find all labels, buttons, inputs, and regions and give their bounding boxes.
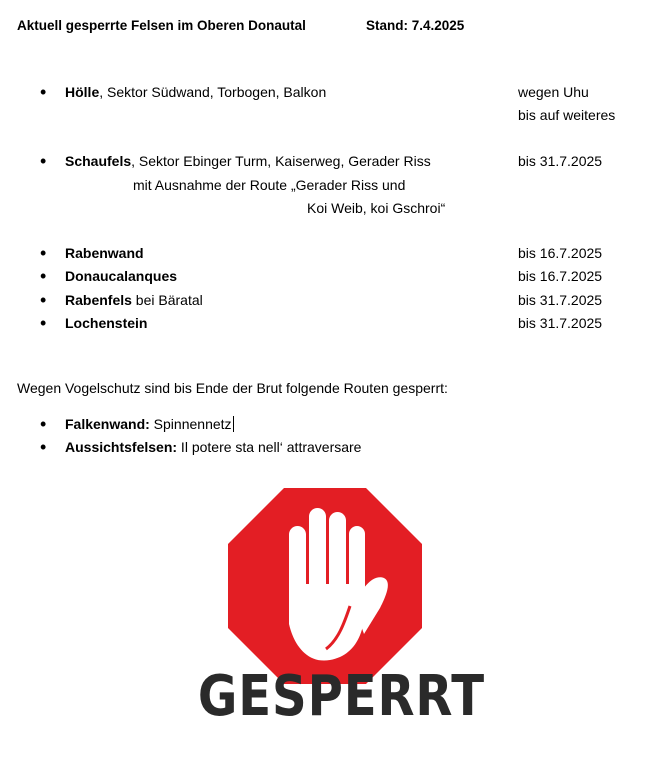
closure-status: bis 31.7.2025 — [518, 315, 603, 331]
bullet: • — [40, 313, 47, 333]
closure-detail: , Sektor Südwand, Torbogen, Balkon — [99, 84, 327, 100]
closure-name: Hölle — [65, 84, 100, 100]
closure-text — [65, 153, 431, 170]
bullet: • — [40, 414, 47, 434]
closure-text — [65, 292, 203, 309]
bullet: • — [40, 437, 47, 457]
closure-status: bis 31.7.2025 — [518, 153, 603, 169]
closure-name: Lochenstein — [65, 315, 148, 331]
route-name: Il potere sta nell‘ attraversare — [177, 439, 362, 455]
closure-status: bis 16.7.2025 — [518, 245, 603, 261]
route-text — [65, 416, 234, 433]
closure-name: Schaufels — [65, 153, 132, 169]
closure-text — [65, 315, 147, 332]
date-stamp: Stand: 7.4.2025 — [366, 18, 465, 33]
gesperrt-label: GESPERRT — [197, 664, 485, 729]
page-title: Aktuell gesperrte Felsen im Oberen Donautal — [17, 18, 306, 33]
closure-name: Donaucalanques — [65, 268, 178, 284]
closure-status: wegen Uhu — [518, 84, 589, 100]
closure-text — [65, 268, 177, 285]
route-rock: Falkenwand: — [65, 416, 150, 432]
bullet: • — [40, 290, 47, 310]
route-rock: Aussichtsfelsen: — [65, 439, 178, 455]
closure-status: bis 31.7.2025 — [518, 292, 603, 308]
bullet: • — [40, 151, 47, 171]
closure-text — [65, 84, 326, 101]
closure-name: Rabenwand — [65, 245, 144, 261]
closure-detail: , Sektor Ebinger Turm, Kaiserweg, Gerader Riss — [131, 153, 431, 169]
text-cursor — [233, 416, 234, 432]
closure-status: bis 16.7.2025 — [518, 268, 603, 284]
bullet: • — [40, 266, 47, 286]
closure-status-2: bis auf weiteres — [518, 107, 616, 123]
closure-detail: bei Bäratal — [131, 292, 203, 308]
closure-text — [65, 245, 144, 262]
bullet: • — [40, 243, 47, 263]
route-text — [65, 439, 361, 456]
route-name: Spinnennetz — [149, 416, 232, 432]
closure-note-1: mit Ausnahme der Route „Gerader Riss und — [133, 177, 406, 193]
closure-name: Rabenfels — [65, 292, 132, 308]
bird-protection-intro: Wegen Vogelschutz sind bis Ende der Brut folgende Routen gesperrt: — [17, 380, 448, 396]
bullet: • — [40, 82, 47, 102]
closure-note-2: Koi Weib, koi Gschroi“ — [307, 200, 446, 216]
